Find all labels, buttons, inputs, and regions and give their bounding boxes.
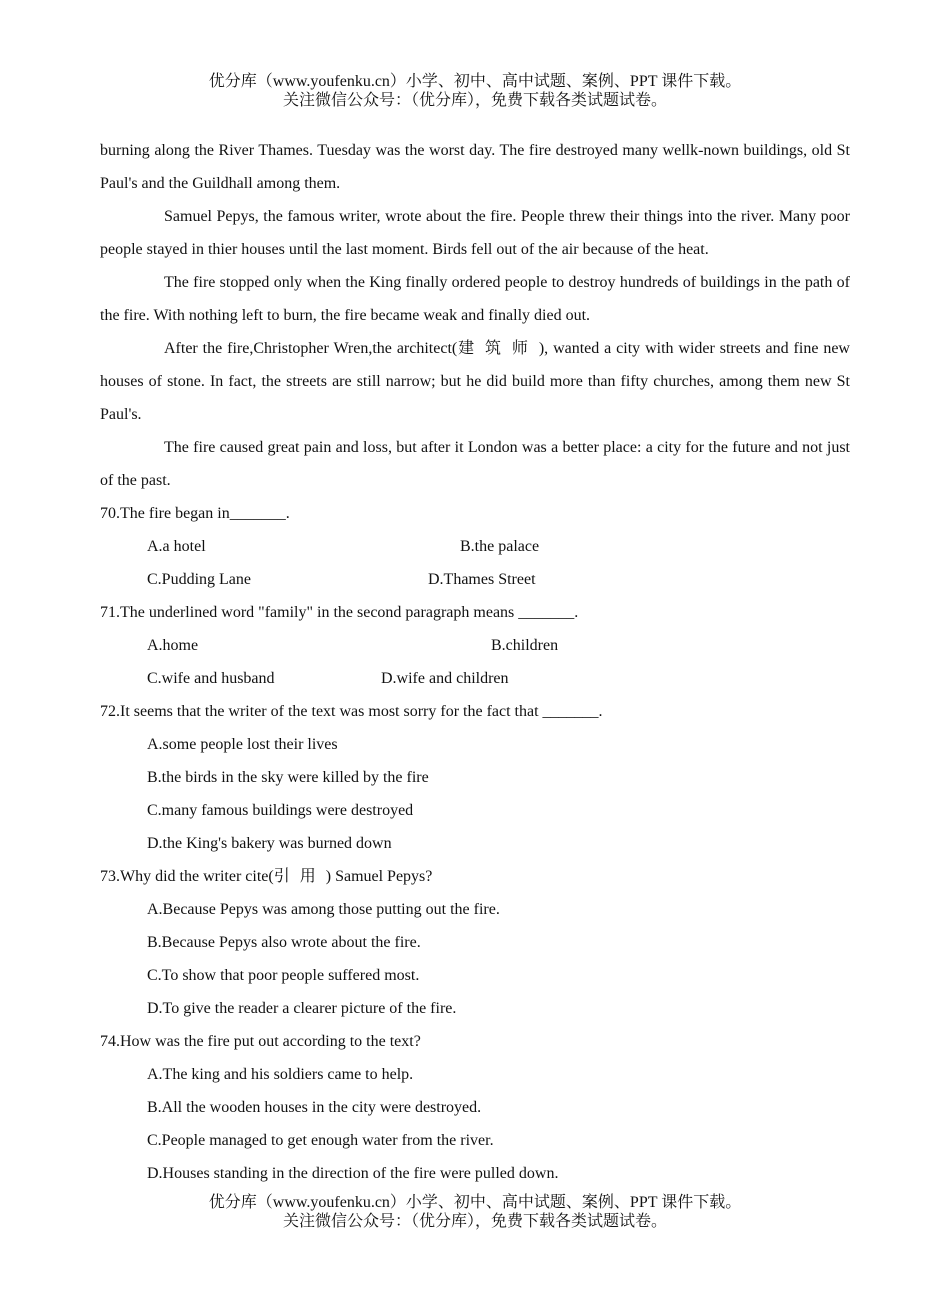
q71-option-c: C.wife and husband bbox=[147, 670, 275, 687]
p4-text-before: After the fire,Christopher Wren,the architect( bbox=[164, 340, 458, 357]
q72-option-c: C.many famous buildings were destroyed bbox=[147, 802, 414, 819]
q73-option-b: B.Because Pepys also wrote about the fire. bbox=[147, 934, 421, 951]
q71-option-d: D.wife and children bbox=[381, 670, 509, 687]
header-line-2: 关注微信公众号：（优分库），免费下载各类试题试卷。 bbox=[282, 92, 667, 109]
q73-text-before: 73.Why did the writer cite( bbox=[100, 868, 274, 885]
question-74: 74.How was the fire put out according to the text? bbox=[100, 1033, 421, 1050]
footer-line-2: 关注微信公众号：（优分库），免费下载各类试题试卷。 bbox=[282, 1213, 667, 1230]
page-header bbox=[0, 72, 950, 110]
passage-paragraph-3: The fire stopped only when the King finally ordered people to destroy hundreds of buildings in the path of the fire. With nothing left to burn, the fire became weak and finally died out. bbox=[100, 274, 850, 324]
question-73 bbox=[100, 860, 850, 893]
q72-option-b: B.the birds in the sky were killed by the fire bbox=[147, 769, 429, 786]
p4-chinese-gloss: 建筑师 bbox=[457, 340, 539, 357]
q73-chinese-gloss: 引用 bbox=[273, 868, 326, 885]
q74-option-b: B.All the wooden houses in the city were destroyed. bbox=[147, 1099, 482, 1116]
p4-text-after: ), wanted a city with wider streets and fine new houses of stone. In fact, the streets are still narrow; but he did build more than fifty churches, among them new St Paul's. bbox=[100, 340, 850, 423]
q71-option-b: B.children bbox=[491, 637, 559, 654]
passage-paragraph-1: burning along the River Thames. Tuesday was the worst day. The fire destroyed many wellk-nown buildings, old St Paul's and the Guildhall among them. bbox=[100, 142, 850, 192]
q70-options-row-2 bbox=[100, 563, 850, 596]
q71-options-row-2 bbox=[100, 662, 850, 695]
q73-text-after: ) Samuel Pepys? bbox=[325, 868, 433, 885]
passage-paragraph-5: The fire caused great pain and loss, but after it London was a better place: a city for the future and not just of the past. bbox=[100, 439, 850, 489]
q70-option-a: A.a hotel bbox=[147, 538, 206, 555]
q70-options-row-1 bbox=[100, 530, 850, 563]
q73-option-a: A.Because Pepys was among those putting out the fire. bbox=[147, 901, 500, 918]
question-71: 71.The underlined word "family" in the second paragraph means _______. bbox=[100, 604, 579, 621]
q70-option-c: C.Pudding Lane bbox=[147, 571, 251, 588]
q71-option-a: A.home bbox=[147, 637, 199, 654]
passage-paragraph-2: Samuel Pepys, the famous writer, wrote about the fire. People threw their things into the river. Many poor people stayed in thier houses until the last moment. Birds fell out of the air because of the heat. bbox=[100, 208, 850, 258]
passage-paragraph-4 bbox=[100, 332, 850, 431]
q70-option-b: B.the palace bbox=[460, 538, 540, 555]
q70-option-d: D.Thames Street bbox=[428, 571, 536, 588]
q72-option-d: D.the King's bakery was burned down bbox=[147, 835, 392, 852]
q72-option-a: A.some people lost their lives bbox=[147, 736, 338, 753]
question-72: 72.It seems that the writer of the text was most sorry for the fact that _______. bbox=[100, 703, 603, 720]
q73-option-d: D.To give the reader a clearer picture of the fire. bbox=[147, 1000, 457, 1017]
q74-option-d: D.Houses standing in the direction of the fire were pulled down. bbox=[147, 1165, 559, 1182]
q71-options-row-1 bbox=[100, 629, 850, 662]
q73-option-c: C.To show that poor people suffered most. bbox=[147, 967, 420, 984]
q74-option-c: C.People managed to get enough water from the river. bbox=[147, 1132, 494, 1149]
document-body bbox=[100, 134, 850, 1190]
page-footer bbox=[0, 1193, 950, 1231]
header-line-1: 优分库（www.youfenku.cn）小学、初中、高中试题、案例、PPT 课件下载。 bbox=[208, 73, 742, 90]
q74-option-a: A.The king and his soldiers came to help. bbox=[147, 1066, 414, 1083]
question-70: 70.The fire began in_______. bbox=[100, 505, 290, 522]
footer-line-1: 优分库（www.youfenku.cn）小学、初中、高中试题、案例、PPT 课件下载。 bbox=[208, 1194, 742, 1211]
